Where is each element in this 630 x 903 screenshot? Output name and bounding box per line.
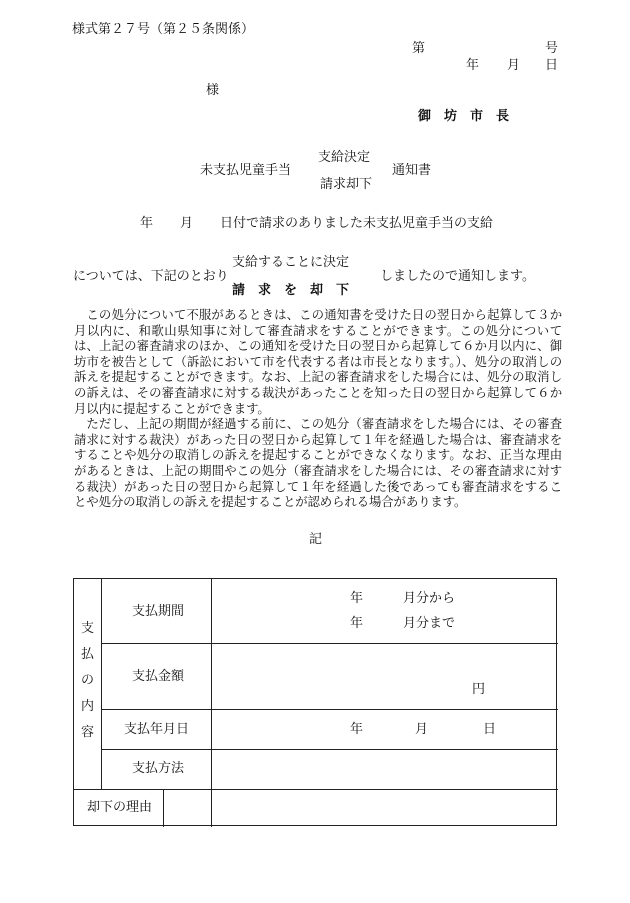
- group-char: 払: [81, 647, 95, 662]
- group-char: 内: [81, 699, 95, 714]
- doc-number-suffix: 号: [545, 41, 559, 56]
- form-number: 様式第２７号（第２５条関係）: [72, 22, 255, 37]
- period-to-year: 年: [350, 616, 364, 631]
- intro-month: 月: [180, 216, 194, 231]
- amount-unit: 円: [472, 682, 486, 697]
- method-label: 支払方法: [132, 761, 185, 776]
- appeal-notice-text: [74, 307, 562, 510]
- method-value-field[interactable]: [212, 750, 557, 788]
- appeal-paragraph-1: この処分について不服があるときは、この通知書を受けた日の翌日から起算して３か月以内に、和歌山県知事に対して審査請求をすることができます。この処分については、上記の審査請求のほか、この通知を受けた日の翌日から起算して６か月以内に、御坊市を被告として（訴訟において市を代表する者は市長となります。）、処分の取消しの訴えを提起することができます。なお、上記の審査請求をした場合には、処分の取消しの訴えは、その審査請求に対する裁決があったことを知った日の翌日から起算して６か月以内に提起することができます。: [74, 307, 562, 416]
- title-prefix: 未支払児童手当: [200, 163, 292, 178]
- pay-date-month: 月: [415, 722, 429, 737]
- issue-date-month: 月: [507, 58, 521, 73]
- notice-suffix: しましたので通知します。: [380, 269, 535, 284]
- period-from-year: 年: [350, 591, 364, 606]
- group-char: の: [81, 673, 95, 688]
- sender-title: 御 坊 市 長: [418, 109, 510, 124]
- pay-date-year: 年: [350, 722, 364, 737]
- recipient-name-field[interactable]: [80, 82, 200, 98]
- appeal-paragraph-2: ただし、上記の期間が経過する前に、この処分（審査請求をした場合には、その審査請求に対する裁決）があった日の翌日から起算して１年を経過した場合は、審査請求をすることや処分の取消しの訴えを提起することができなくなります。なお、正当な理由があるときは、上記の期間やこの処分（審査請求をした場合には、その審査請求に対する裁決）があった日の翌日から起算して１年を経過した後であっても審査請求をすることや処分の取消しの訴えを提起することが認められる場合があります。: [74, 416, 562, 510]
- issue-date-day: 日: [545, 58, 559, 73]
- table-group-label: [81, 616, 95, 746]
- period-label: 支払期間: [132, 604, 185, 619]
- title-option-rejection: 請求却下: [320, 177, 373, 192]
- period-value-field[interactable]: [212, 580, 557, 642]
- period-to-month: 月分まで: [403, 616, 456, 631]
- rejection-reason-label: 却下の理由: [87, 800, 153, 815]
- doc-number-field[interactable]: [428, 40, 544, 56]
- title-suffix: 通知書: [392, 163, 432, 178]
- period-from-month: 月分から: [403, 591, 456, 606]
- payment-details-table: [73, 578, 557, 826]
- group-char: 支: [81, 621, 95, 636]
- recipient-honorific: 様: [206, 83, 220, 98]
- intro-text: 日付で請求のありました未支払児童手当の支給: [220, 216, 494, 231]
- amount-label: 支払金額: [132, 669, 185, 684]
- amount-value-field[interactable]: [212, 644, 557, 708]
- group-char: 容: [81, 725, 95, 740]
- pay-date-label: 支払年月日: [124, 722, 190, 737]
- notice-option-rejection: 請 求 を 却 下: [232, 283, 350, 298]
- title-option-decision: 支給決定: [318, 150, 371, 165]
- pay-date-day: 日: [483, 722, 497, 737]
- ki-heading: 記: [309, 532, 323, 547]
- notice-prefix: については、下記のとおり: [73, 269, 229, 284]
- notice-option-decision: 支給することに決定: [232, 255, 350, 270]
- issue-date-year: 年: [466, 58, 480, 73]
- intro-year: 年: [140, 216, 154, 231]
- doc-number-prefix: 第: [412, 41, 426, 56]
- rejection-reason-field[interactable]: [164, 790, 557, 826]
- pay-date-field[interactable]: [212, 710, 557, 748]
